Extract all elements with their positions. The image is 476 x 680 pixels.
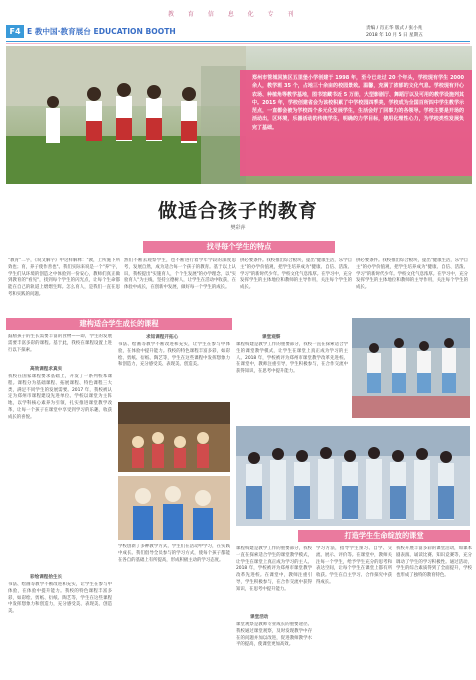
column-banner: 教 育 信 息 化 专 刊 [168, 11, 300, 18]
sec2-column-c: 学校创新了多种教学方式，学生们在活动中学习，在实践中成长。我们倡导全员参与的学习方式，使每个孩子都能在各自的基础上有所提高，形成积极主动的学习态度。 [118, 544, 230, 563]
sec3-sub-b: 课堂活动 [250, 615, 269, 620]
main-title: 做适合孩子的教育 [157, 200, 318, 222]
header-rule-thin [6, 43, 470, 44]
issue-date: 2018 年 10 月 5 日 星期五 [366, 33, 423, 38]
sec1-column-3: 供必要条件。我校推出综合板块，提出"健康生活，乐学自主"的办学价值观，把学生培养成为"健康、自信、活泼、学习"的新时代少年。学校文化气息浓厚。在学习中，充分发挥学生的主体地位和教师的主导作用，关注每个学生的成长。 [240, 258, 352, 291]
sec2-column-a: 我校在国家课程要求基础上，开发了一系列校本课程。课程分为基础课程、拓展课程、特色课程三大类，满足不同学生的发展需要。2017 年，我校被认定为郑州市课程建设先进单位。学校以课堂为主阵地，以学科核心素养为引领，扎实推进课堂教学改革，让每一个孩子在课堂中享受到学习的乐趣，收获成长的喜悦。 [8, 374, 112, 420]
group-photo [236, 426, 470, 526]
sec2-column-b: 书法、绘画等教学不断改进和充实，让学生在参与中体验，在体验中提升能力。我校的特色课程丰富多彩，如彩绘、剪纸、衍纸、陶艺等，学生在这些课程中发挥想象力和创造力，充分感受美、表现美、创造美。 [118, 342, 230, 368]
section-heading-2: 建构适合学生成长的课程 [6, 318, 232, 330]
sec3-column-a: 课程构建是教学工作的重要部分，我校一直在探索适合学生的课堂教学模式，让学生在课堂上真正成为学习的主人。2018 年，学校被评为郑州市课堂教学改革先进校。在课堂中，教师注重引导，学生积极参与，在合作交流中获得知识，在思考中提升能力。 [236, 546, 312, 592]
sec1-column-4: 供必要条件。我校推出综合板块，提出"健康生活，乐学自主"的办学价值观，把学生培养成为"健康、自信、活泼、学习"的新时代少年。学校文化气息浓厚。在学习中，充分发挥学生的主体地位和教师的主导作用，关注每个学生的成长。 [356, 258, 468, 291]
paper-cutting-photo-illustration [118, 476, 230, 540]
classroom-photo [118, 402, 230, 472]
section-heading-3: 打造学生生命绽放的课堂 [298, 530, 470, 542]
page-number-badge: F4 [6, 25, 24, 38]
sec2-sub-b: 彩绘课程拾生长 [30, 575, 63, 580]
editor-credit: 责编 / 肖正华 版式 / 张小兆 [366, 26, 423, 31]
intro-text: 郑州市管城回族区五里堡小学创建于 1998 年，至今已走过 20 个年头，学校现有学生 2000 余人，教学班 35 个，占地三十余亩的校园景致。温馨，充满了浓郁的文化气息。学校现有开心农场、种植角等教学基地，图书馆藏书近 5 万册，大型影剧厅、舞蹈厅以及可用的教学设施列其中。2015 年，学校创建省会为该校积累了中学校园四季美，学校成为全国百所四中学生教学示范点，一直都会被为学校四个多元化发展学生，生活会好了回事力的各领导。学校主要是开场的活动出，区环境，乐器活动的传统学生，明确的力学目标，使用化理性心力，为学校类性发展负完了基础。 [252, 75, 464, 131]
sec3-intro-sub: 课堂观察 [262, 335, 281, 340]
byline: 樊彩萍 [230, 225, 246, 231]
sec2-column-a2: 书法、绘画等教学不断改进和充实，让学生在参与中体验，在体验中提升能力。我校的特色课程丰富多彩，如彩绘、剪纸、衍纸、陶艺等，学生在这些课程中发挥想象力和创造力，充分感受美、表现美、创造美。 [8, 582, 112, 615]
sec3-column-c: 学习方法，指导学生预习、自学、交流、展示、评价等。在课堂中，教师关注每一个学生，给予学生充分的思考和表达空间，让每个学生在课堂上都有所收获。学生在自主学习、合作探究中获得成长。 [316, 546, 392, 585]
sec1-column-2: 然们不断去观察学生，也不断进行着学年学段的深度思考，发展自然，成为适合每一个孩子的教育。基于以上认识，我校提出"实施育人，个个生发展"的办学理念，以"实验育人"为主线，坚持立德树人，让学生在活动中收获，在体验中成长，在创新中发展，做好每一个学生的成长。 [124, 258, 236, 291]
section-heading-1: 找寻每个学生的特点 [143, 241, 335, 253]
sec2-lead: 鼓励孩子的生长需要丰富的食物——即，学生的发展需要丰富多彩的课程。基于此，我校在课程设置上进行以下探索。 [8, 334, 112, 353]
header-rule [6, 41, 470, 42]
sec2-sub-c: 求知课程开拓心 [146, 335, 179, 340]
sec3-column-d: 我校开展丰富多彩的课堂活动，如课本剧表演、诵读比赛、知识竞赛等，充分调动了学生的学习积极性。通过活动，学生的综合素质得到了全面提升，学校也形成了独特的教育特色。 [396, 546, 472, 579]
performance-photo [352, 318, 470, 418]
performance-photo-illustration [352, 318, 470, 418]
classroom-photo-illustration [118, 402, 230, 472]
sec1-column-1: "教育"二字，《说文解字》中这样解释："教，上所施下所效也；育，养子使作善也"。我们实际来说是一个"养"字，学生们从环境的创造之中体验到一份安心，教师们真正做到教育的"看见"，找到每个学生的闪光点，让每个生命都能在自己的轨道上熠熠生辉。怎么育人，是我们一直在思考和实践的问题。 [8, 258, 120, 297]
sec2-sub-a: 高效课程求真实 [30, 367, 63, 372]
sec3-intro-col: 课程构建是教学工作的重要部分，我校一直在探索适合学生的课堂教学模式，让学生在课堂上真正成为学习的主人。2018 年，学校被评为郑州市课堂教学改革先进校。在课堂中，教师注重引导，学生积极参与，在合作交流中获得知识，在思考中提升能力。 [236, 342, 348, 375]
paper-cutting-photo [118, 476, 230, 540]
group-photo-illustration [236, 426, 470, 526]
section-title: E 教中国·教育展台 EDUCATION BOOTH [27, 27, 176, 36]
sec3-column-b: 课堂观察是教师专业成长的重要途径。我校通过课堂观察，及时发现教学中存在的问题并加以改进，促进教师教学水平的提高，使课堂更加高效。 [236, 622, 312, 648]
